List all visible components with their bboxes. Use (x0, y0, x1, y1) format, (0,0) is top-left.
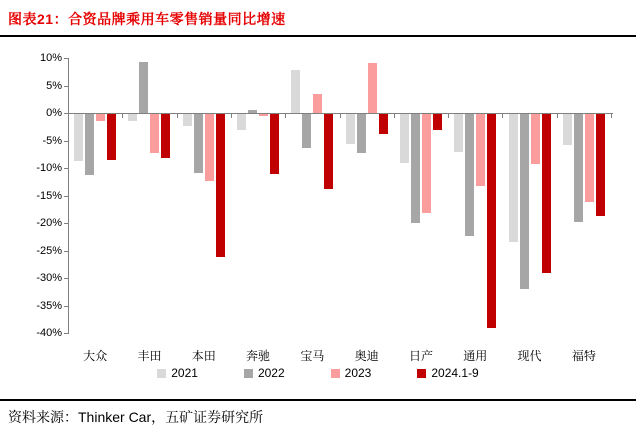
bar-2024.1-9-日产 (433, 113, 442, 130)
x-axis-tick (122, 114, 123, 118)
x-axis-category-label: 现代 (517, 349, 542, 363)
y-axis-tick (64, 141, 68, 142)
x-axis-tick (68, 114, 69, 118)
bar-2023-宝马 (313, 94, 322, 113)
bar-2024.1-9-通用 (487, 113, 496, 328)
bar-2024.1-9-现代 (542, 113, 551, 273)
x-axis-category-label: 奔驰 (246, 349, 271, 363)
bar-2023-现代 (531, 113, 540, 164)
x-axis-tick (448, 114, 449, 118)
bar-2023-通用 (476, 113, 485, 186)
x-axis-tick (502, 114, 503, 118)
x-axis-category-label: 丰田 (137, 349, 162, 363)
legend-swatch-2023 (331, 369, 340, 378)
y-axis-tick-label: -15% (36, 189, 62, 202)
x-axis-tick (340, 114, 341, 118)
bar-2022-宝马 (302, 113, 311, 148)
y-axis-tick (64, 196, 68, 197)
bar-2023-本田 (205, 113, 214, 181)
legend-label: 2024.1-9 (431, 366, 479, 380)
x-axis-category-label: 通用 (463, 349, 488, 363)
y-axis-tick-label: -10% (36, 162, 62, 174)
y-axis-tick-label: 10% (39, 52, 62, 64)
legend-swatch-2024.1-9 (417, 369, 426, 378)
x-axis-zero-line (68, 113, 613, 114)
x-axis-tick (231, 114, 232, 118)
x-axis-category-label: 宝马 (300, 349, 325, 363)
x-axis-category-label: 福特 (571, 349, 596, 363)
x-axis-category-label: 日产 (408, 349, 433, 363)
y-axis-tick-label: -20% (36, 217, 62, 229)
y-axis-tick (64, 58, 68, 59)
x-axis-tick (611, 114, 612, 118)
figure-title: 图表21：合资品牌乘用车零售销量同比增速 (8, 11, 286, 27)
bar-2021-奔驰 (237, 113, 246, 130)
bar-2022-福特 (574, 113, 583, 222)
legend-item-2022 (244, 366, 285, 380)
bar-2021-通用 (454, 113, 463, 152)
y-axis-tick (64, 168, 68, 169)
bar-2022-通用 (465, 113, 474, 236)
bar-2024.1-9-本田 (216, 113, 225, 257)
bar-2023-丰田 (150, 113, 159, 153)
source-note: 资料来源：Thinker Car，五矿证券研究所 (8, 409, 264, 425)
bar-2023-奥迪 (368, 63, 377, 113)
y-axis-tick (64, 223, 68, 224)
legend-item-2023 (331, 366, 372, 380)
x-axis-tick (285, 114, 286, 118)
chart-legend (0, 366, 636, 380)
bar-2021-本田 (183, 113, 192, 126)
y-axis-tick (64, 333, 68, 334)
bar-2024.1-9-宝马 (324, 113, 333, 189)
y-axis-tick-label: -40% (36, 327, 62, 339)
y-axis-tick (64, 278, 68, 279)
legend-swatch-2021 (157, 369, 166, 378)
legend-item-2021 (157, 366, 198, 380)
bar-2024.1-9-丰田 (161, 113, 170, 158)
bar-2022-丰田 (139, 62, 148, 113)
y-axis-tick-label: 5% (46, 79, 62, 92)
bar-2023-福特 (585, 113, 594, 202)
bar-2022-本田 (194, 113, 203, 173)
y-axis-tick (64, 306, 68, 307)
legend-label: 2023 (344, 366, 372, 380)
y-axis-tick-label: -35% (36, 299, 62, 312)
x-axis-tick (394, 114, 395, 118)
bar-2021-福特 (563, 113, 572, 145)
y-axis-line (68, 58, 69, 334)
x-axis-category-label: 奥迪 (354, 349, 379, 363)
bar-2021-现代 (509, 113, 518, 242)
x-axis-tick (557, 114, 558, 118)
bar-2022-大众 (85, 113, 94, 175)
y-axis-tick (64, 251, 68, 252)
bar-2021-奥迪 (346, 113, 355, 144)
bar-2024.1-9-奔驰 (270, 113, 279, 174)
legend-swatch-2022 (244, 369, 253, 378)
y-axis-tick-label: 0% (46, 107, 62, 119)
bar-2022-日产 (411, 113, 420, 223)
x-axis-tick (177, 114, 178, 118)
legend-item-2024.1-9 (417, 366, 478, 380)
x-axis-category-label: 本田 (191, 349, 216, 363)
bar-2021-宝马 (291, 70, 300, 113)
y-axis-tick (64, 86, 68, 87)
bar-2022-奥迪 (357, 113, 366, 153)
bar-2021-丰田 (128, 113, 137, 121)
bar-2022-现代 (520, 113, 529, 289)
y-axis-tick-label: -25% (36, 244, 62, 257)
bar-2024.1-9-福特 (596, 113, 605, 216)
footer-divider (0, 399, 636, 401)
y-axis-tick-label: -30% (36, 272, 62, 284)
y-axis-tick-label: -5% (42, 134, 62, 147)
bar-2024.1-9-大众 (107, 113, 116, 160)
legend-label: 2021 (171, 366, 198, 380)
legend-label: 2022 (257, 366, 285, 380)
bar-2021-日产 (400, 113, 409, 163)
bar-2023-日产 (422, 113, 431, 213)
x-axis-category-label: 大众 (83, 349, 108, 363)
bar-2023-大众 (96, 113, 105, 121)
bar-2024.1-9-奥迪 (379, 113, 388, 134)
bar-2021-大众 (74, 113, 83, 161)
